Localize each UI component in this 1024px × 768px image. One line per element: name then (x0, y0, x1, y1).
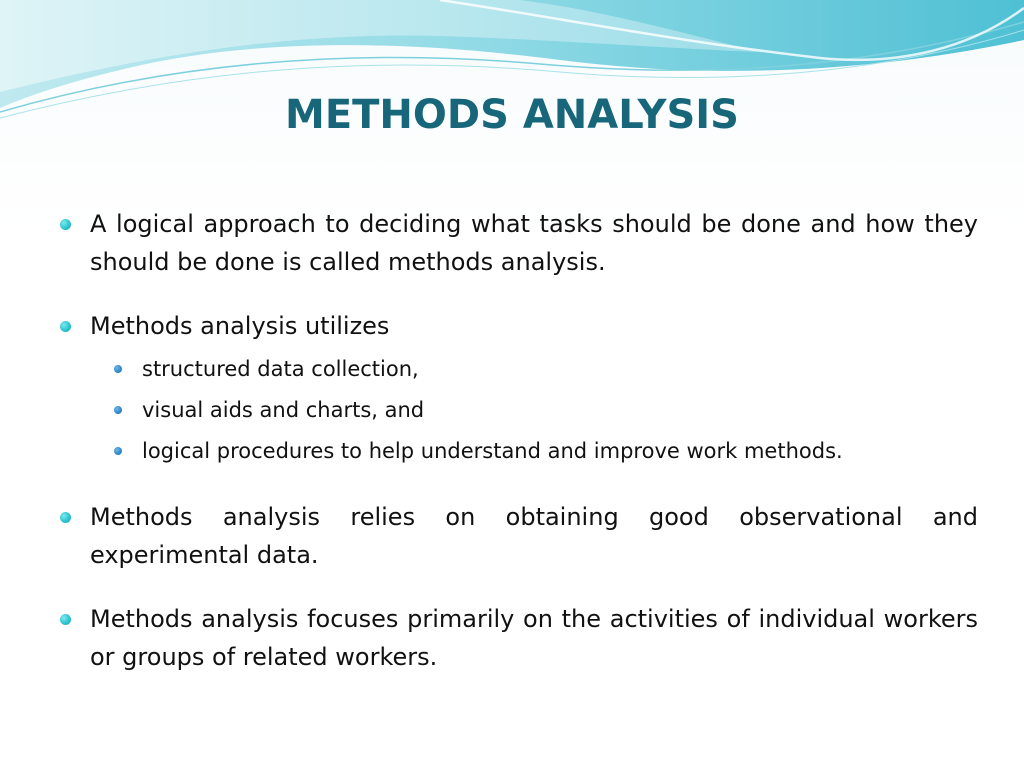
bullet-item (58, 205, 978, 281)
bullet-item (58, 498, 978, 574)
bullet-dot-icon (60, 219, 71, 230)
sub-bullet-dot-icon (114, 447, 122, 455)
bullet-list (58, 205, 978, 702)
sub-bullet-item (58, 349, 978, 390)
bullet-dot-icon (60, 512, 71, 523)
bullet-dot-icon (60, 614, 71, 625)
sub-bullet-text: logical procedures to help understand and improve work methods. (142, 439, 843, 463)
sub-bullet-text: visual aids and charts, and (142, 398, 425, 422)
bullet-text: A logical approach to deciding what tasks should be done and how they should be done is called methods analysis. (90, 210, 978, 276)
bullet-item (58, 307, 978, 345)
bullet-text: Methods analysis focuses primarily on the activities of individual workers or groups of related workers. (90, 605, 978, 671)
sub-bullet-item (58, 431, 978, 472)
bullet-dot-icon (60, 321, 71, 332)
bullet-item (58, 600, 978, 676)
sub-bullet-item (58, 390, 978, 431)
sub-bullet-dot-icon (114, 406, 122, 414)
bullet-text: Methods analysis utilizes (90, 312, 390, 340)
sub-bullet-dot-icon (114, 365, 122, 373)
slide-title: METHODS ANALYSIS (285, 92, 739, 138)
sub-bullet-text: structured data collection, (142, 357, 419, 381)
bullet-text: Methods analysis relies on obtaining good observational and experimental data. (90, 503, 978, 569)
